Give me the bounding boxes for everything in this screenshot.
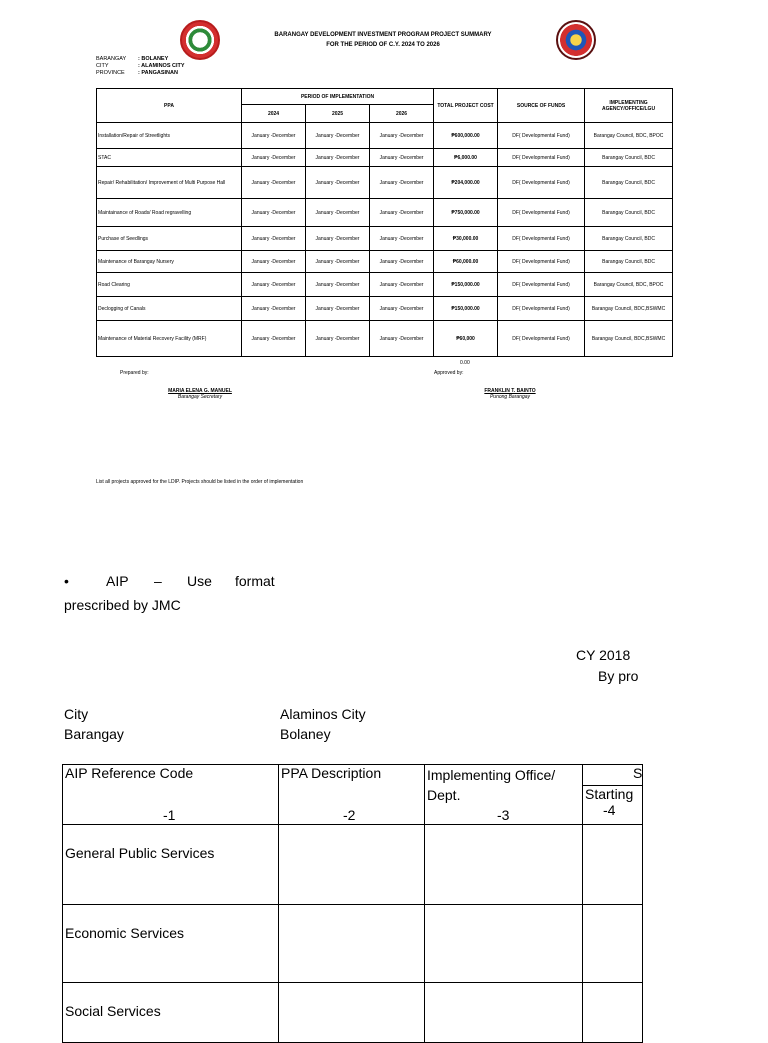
aip-bullet-line [64,573,284,589]
header-source-of-funds: SOURCE OF FUNDS [498,89,585,123]
header-implementing-agency: IMPLEMENTING AGENCY/OFFICE/LGU [585,89,673,123]
cell-ppa: Road Clearing [97,273,242,297]
aip-empty-cell [583,905,643,983]
aip-section-general-public-services: General Public Services [63,825,279,905]
cell-agency: Barangay Council, BDC [585,199,673,227]
cell-source: DF( Developmental Fund) [498,273,585,297]
approved-name: FRANKLIN T. BAINTO [484,388,536,394]
cell-ppa: Purchase of Seedlings [97,227,242,251]
cy-label: CY 2018 [576,647,631,663]
cell-2026: January -December [370,251,434,273]
cell-source: DF( Developmental Fund) [498,297,585,321]
header-year-2024: 2024 [242,105,306,123]
cell-2024: January -December [242,227,306,251]
cell-total-cost: ₱204,000.00 [434,167,498,199]
cell-ppa: Maintenance of Barangay Nursery [97,251,242,273]
aip-empty-cell [279,905,425,983]
cell-2024: January -December [242,199,306,227]
cell-agency: Barangay Council, BDC [585,227,673,251]
aip-col3-number: -3 [497,807,510,823]
cell-2025: January -December [306,251,370,273]
aip-city-value: Alaminos City [280,706,366,722]
cell-total-cost: ₱60,000.00 [434,251,498,273]
cell-2025: January -December [306,321,370,357]
cell-total-cost: ₱150,000.00 [434,297,498,321]
cell-total-cost: ₱600,000.00 [434,123,498,149]
cell-source: DF( Developmental Fund) [498,321,585,357]
header-year-2026: 2026 [370,105,434,123]
cell-total-cost: ₱150,000.00 [434,273,498,297]
aip-col4-title: Starting [585,786,634,802]
cell-2026: January -December [370,149,434,167]
aip-col1-number: -1 [163,807,176,823]
page-crop-edge [644,620,768,1024]
cell-total-cost: ₱30,000.00 [434,227,498,251]
table-row [97,297,673,321]
province-value: : PANGASINAN [138,70,178,76]
city-seal-logo [556,20,596,60]
aip-line-2: prescribed by JMC [64,597,181,613]
aip-col4-starting-cell [583,785,643,826]
approved-signature-block [450,388,570,400]
cell-2026: January -December [370,167,434,199]
cell-2025: January -December [306,227,370,251]
cell-2025: January -December [306,123,370,149]
cell-2025: January -December [306,273,370,297]
cell-source: DF( Developmental Fund) [498,167,585,199]
aip-col1-title: AIP Reference Code [65,765,194,781]
cell-ppa: Maintainance of Roads/ Road regravelling [97,199,242,227]
aip-format: format [235,573,275,589]
cell-source: DF( Developmental Fund) [498,251,585,273]
listing-note: List all projects approved for the LDIP. Projects should be listed in the order of implementation [96,479,304,485]
document-title [230,30,536,50]
aip-col4-top: S [633,765,643,781]
aip-col2-number: -2 [343,807,356,823]
cell-2026: January -December [370,199,434,227]
aip-section-economic-services: Economic Services [63,905,279,983]
aip-barangay-value: Bolaney [280,726,331,742]
aip-empty-cell [425,983,583,1043]
aip-col-ppa-description [279,765,425,825]
cell-total-cost: ₱750,000.00 [434,199,498,227]
table-row [97,321,673,357]
aip-dash: – [154,573,162,589]
cell-2026: January -December [370,123,434,149]
prepared-name: MARIA ELENA G. MANUEL [168,388,232,394]
bullet-icon: • [64,573,69,589]
cell-2025: January -December [306,297,370,321]
cell-2024: January -December [242,273,306,297]
cell-agency: Barangay Council, BDC, BPOC [585,273,673,297]
aip-col-schedule [583,765,643,825]
header-period: PERIOD OF IMPLEMENTATION [242,89,434,105]
cell-source: DF( Developmental Fund) [498,123,585,149]
table-footer-value: 0.00 [460,360,470,366]
aip-empty-cell [425,825,583,905]
aip-empty-cell [425,905,583,983]
cell-2025: January -December [306,167,370,199]
cell-2026: January -December [370,273,434,297]
cell-2024: January -December [242,321,306,357]
table-row [97,251,673,273]
aip-word: AIP [106,573,129,589]
cell-2026: January -December [370,227,434,251]
aip-table [62,764,643,1043]
barangay-value: : BOLANEY [138,56,169,62]
city-label: CITY [96,63,109,69]
cell-total-cost: ₱6,000.00 [434,149,498,167]
by-program-label: By pro [598,668,639,684]
cell-2024: January -December [242,297,306,321]
province-label: PROVINCE [96,70,125,76]
table-row [97,199,673,227]
prepared-by-label: Prepared by: [120,370,149,376]
cell-2024: January -December [242,167,306,199]
approved-by-label: Approved by: [434,370,464,376]
header-year-2025: 2025 [306,105,370,123]
cell-agency: Barangay Council, BDC,BSWMC [585,321,673,357]
aip-use: Use [187,573,212,589]
project-summary-table [96,88,673,357]
cell-ppa: Installation/Repair of Streetlights [97,123,242,149]
city-value: : ALAMINOS CITY [138,63,185,69]
cell-2024: January -December [242,149,306,167]
table-row [97,273,673,297]
aip-empty-cell [279,983,425,1043]
cell-ppa: STAC [97,149,242,167]
aip-col-reference-code [63,765,279,825]
cell-2024: January -December [242,123,306,149]
cell-agency: Barangay Council, BDC,BSWMC [585,297,673,321]
table-row [97,149,673,167]
cell-source: DF( Developmental Fund) [498,227,585,251]
aip-empty-cell [583,983,643,1043]
title-line-1: BARANGAY DEVELOPMENT INVESTMENT PROGRAM PROJECT SUMMARY [274,32,492,38]
aip-col4-number: -4 [603,802,616,818]
cell-ppa: Repair/ Rehabilitation/ Improvement of Multi Purpose Hall [97,167,242,199]
cell-agency: Barangay Council, BDC [585,251,673,273]
aip-col-implementing-office [425,765,583,825]
aip-col2-title: PPA Description [281,765,382,781]
aip-section-social-services: Social Services [63,983,279,1043]
prepared-title: Barangay Secretary [177,394,223,400]
cell-ppa: Declogging of Canals [97,297,242,321]
table-row [97,227,673,251]
title-line-2: FOR THE PERIOD OF C.Y. 2024 TO 2026 [326,42,440,48]
aip-city-label: City [64,706,89,722]
aip-empty-cell [279,825,425,905]
header-ppa: PPA [97,89,242,123]
approved-title: Punong Barangay [489,394,531,400]
cell-source: DF( Developmental Fund) [498,149,585,167]
barangay-seal-logo [180,20,220,60]
prepared-signature-block [140,388,260,400]
cell-agency: Barangay Council, BDC [585,167,673,199]
cell-agency: Barangay Council, BDC [585,149,673,167]
cell-total-cost: ₱60,000 [434,321,498,357]
cell-2026: January -December [370,321,434,357]
location-block [96,56,185,77]
header-total-cost: TOTAL PROJECT COST [434,89,498,123]
table-row [97,167,673,199]
aip-col3-title: Implementing Office/ Dept. [427,767,556,803]
cell-source: DF( Developmental Fund) [498,199,585,227]
table-row [97,123,673,149]
aip-empty-cell [583,825,643,905]
cell-2026: January -December [370,297,434,321]
cell-2025: January -December [306,199,370,227]
cell-agency: Barangay Council, BDC, BPOC [585,123,673,149]
cell-2024: January -December [242,251,306,273]
cell-2025: January -December [306,149,370,167]
cell-ppa: Maintenance of Material Recovery Facility (MRF) [97,321,242,357]
barangay-label: BARANGAY [96,56,127,62]
aip-barangay-label: Barangay [64,726,124,742]
